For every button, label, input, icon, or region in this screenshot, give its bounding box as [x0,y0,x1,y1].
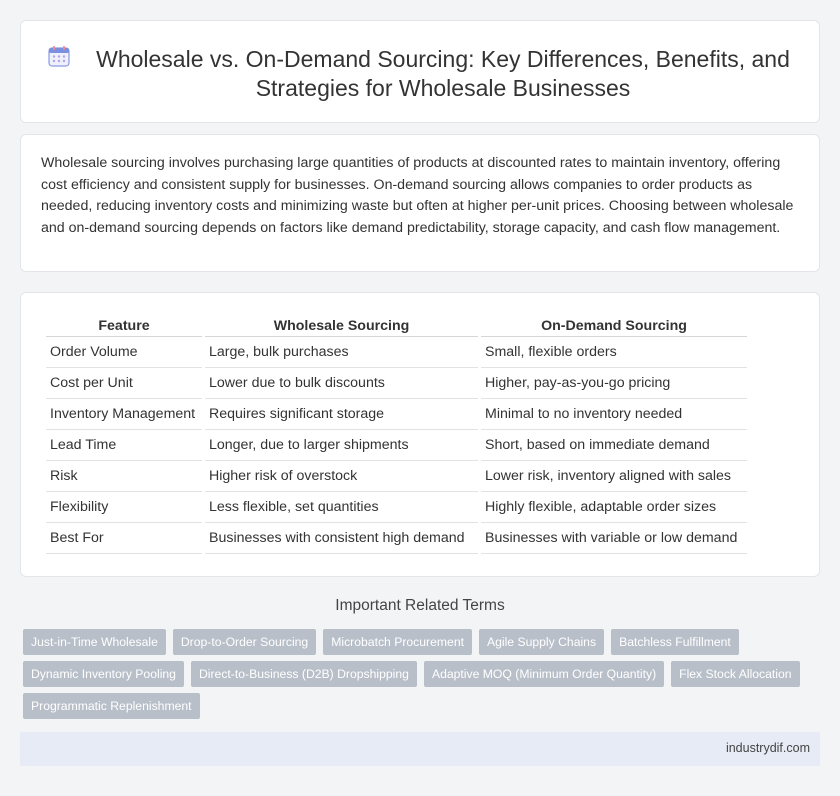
on-demand-cell: Small, flexible orders [481,337,747,368]
wholesale-cell: Businesses with consistent high demand [205,523,478,554]
on-demand-cell: Highly flexible, adaptable order sizes [481,492,747,523]
wholesale-cell: Requires significant storage [205,399,478,430]
header-feature: Feature [46,315,202,337]
wholesale-cell: Longer, due to larger shipments [205,430,478,461]
feature-cell: Inventory Management [46,399,202,430]
table-row [46,492,747,523]
header-on-demand: On-Demand Sourcing [481,315,747,337]
table-row [46,368,747,399]
related-term-tag[interactable]: Programmatic Replenishment [23,693,200,719]
related-term-tag[interactable]: Flex Stock Allocation [671,661,799,687]
wholesale-cell: Lower due to bulk discounts [205,368,478,399]
related-term-tag[interactable]: Adaptive MOQ (Minimum Order Quantity) [424,661,664,687]
wholesale-cell: Higher risk of overstock [205,461,478,492]
table-row [46,523,747,554]
footer-domain-link[interactable]: industrydif.com [725,741,810,755]
comparison-table [43,315,750,554]
feature-cell: Risk [46,461,202,492]
header-card [20,20,820,123]
table-header-row [46,315,747,337]
on-demand-cell: Lower risk, inventory aligned with sales [481,461,747,492]
feature-cell: Order Volume [46,337,202,368]
related-terms-list [23,629,823,719]
related-term-tag[interactable]: Direct-to-Business (D2B) Dropshipping [191,661,417,687]
on-demand-cell: Higher, pay-as-you-go pricing [481,368,747,399]
on-demand-cell: Short, based on immediate demand [481,430,747,461]
related-terms-title: Important Related Terms [335,597,505,614]
intro-card [20,134,820,272]
feature-cell: Flexibility [46,492,202,523]
page-title: Wholesale vs. On-Demand Sourcing: Key Differences, Benefits, and Strategies for Wholesale Businesses [96,46,790,101]
on-demand-cell: Minimal to no inventory needed [481,399,747,430]
feature-cell: Cost per Unit [46,368,202,399]
wholesale-cell: Less flexible, set quantities [205,492,478,523]
calendar-icon [48,45,70,67]
comparison-card [20,292,820,577]
table-row [46,430,747,461]
feature-cell: Best For [46,523,202,554]
table-row [46,337,747,368]
related-term-tag[interactable]: Agile Supply Chains [479,629,604,655]
feature-cell: Lead Time [46,430,202,461]
related-term-tag[interactable]: Batchless Fulfillment [611,629,739,655]
related-term-tag[interactable]: Dynamic Inventory Pooling [23,661,184,687]
table-row [46,399,747,430]
wholesale-cell: Large, bulk purchases [205,337,478,368]
related-term-tag[interactable]: Drop-to-Order Sourcing [173,629,316,655]
footer [20,732,820,766]
header-wholesale: Wholesale Sourcing [205,315,478,337]
table-row [46,461,747,492]
related-term-tag[interactable]: Just-in-Time Wholesale [23,629,166,655]
intro-paragraph: Wholesale sourcing involves purchasing large quantities of products at discounted rates to maintain inventory, offering cost efficiency and consistent supply for businesses. On-demand sourcing allows companies to order products as needed, reducing inventory costs and minimizing waste but often at higher per-unit prices. Choosing between wholesale and on-demand sourcing depends on factors like demand predictability, storage capacity, and cash flow management. [41,155,794,236]
related-term-tag[interactable]: Microbatch Procurement [323,629,472,655]
on-demand-cell: Businesses with variable or low demand [481,523,747,554]
